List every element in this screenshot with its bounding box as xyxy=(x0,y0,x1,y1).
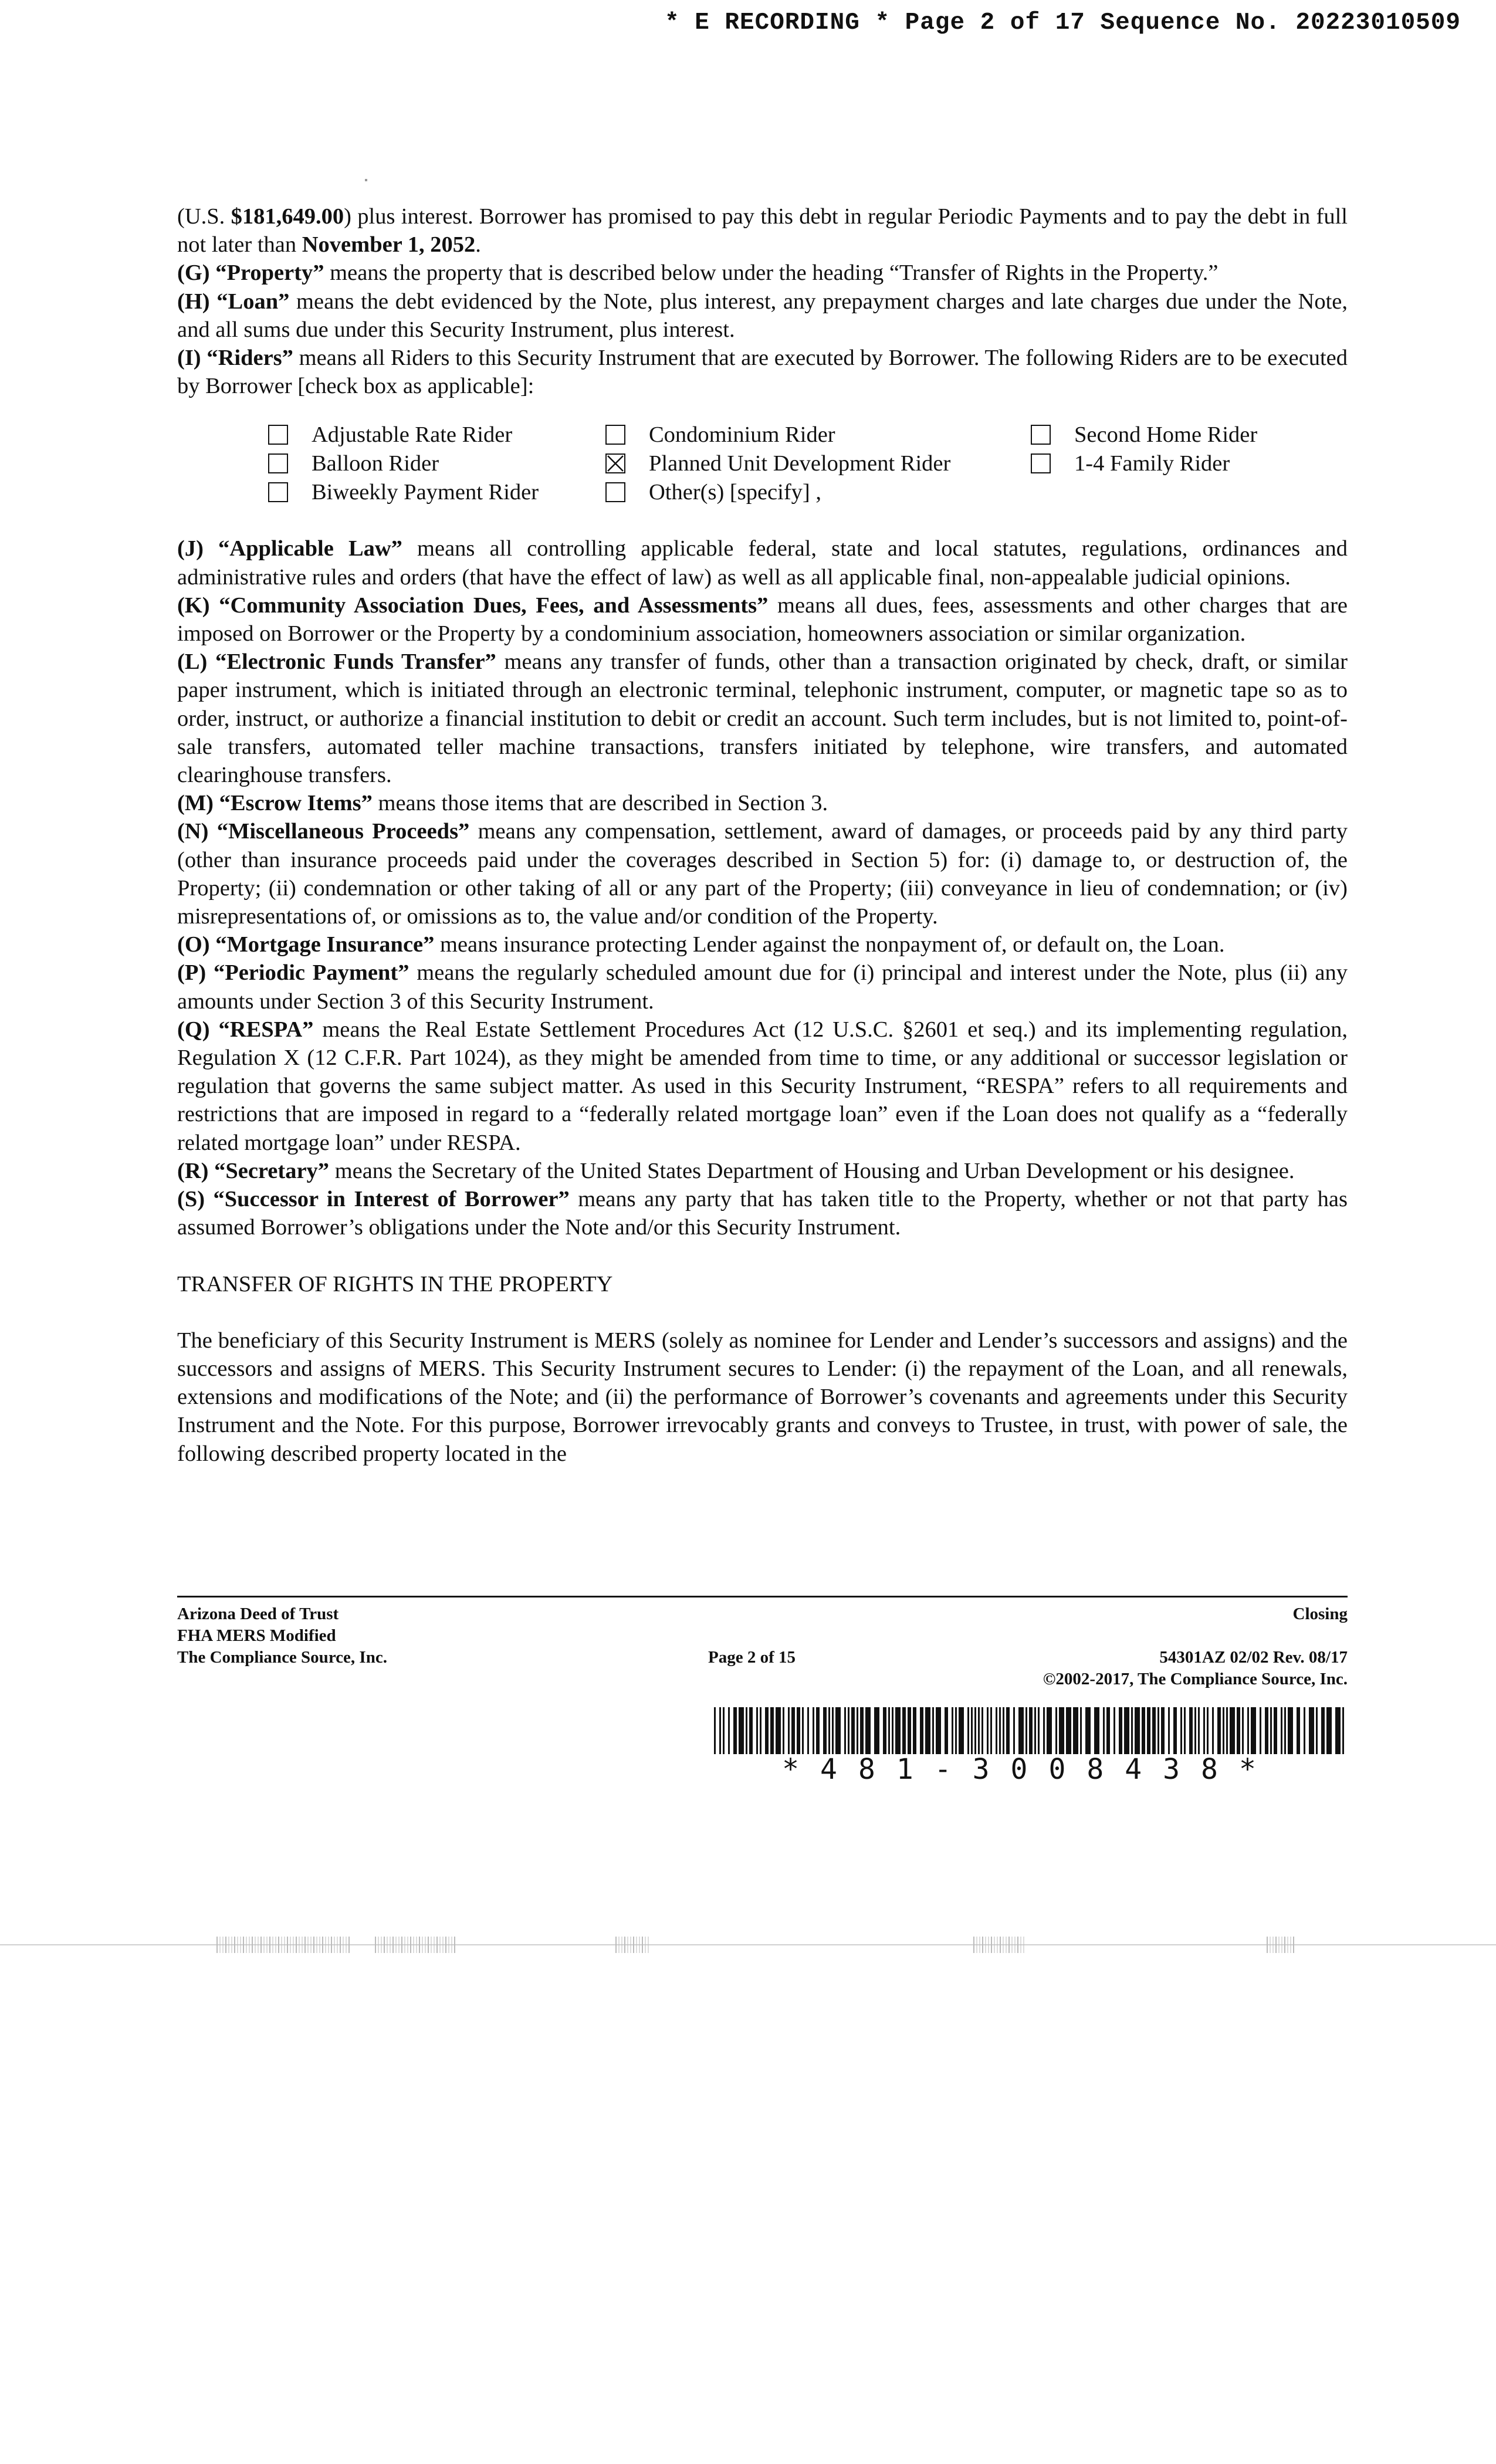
definition-text: means any transfer of funds, other than a transaction originated by check, draft, or similar paper instrument, which is initiated through an electronic terminal, telephonic instrument, computer, or magnetic tape so as to order, instruct, or authorize a financial institution to debit or credit an account. Such term includes, but is not limited to, point-of-sale transfers, automated teller machine transactions, transfers initiated by telephone, wire transfers, and automated clearinghouse transfers. xyxy=(177,649,1348,788)
definition-o-mortgage-insurance xyxy=(177,930,1348,959)
footer-form-variant: FHA MERS Modified xyxy=(177,1626,336,1645)
checkbox-icon[interactable] xyxy=(605,482,625,502)
checkbox-icon[interactable] xyxy=(268,453,288,473)
definition-j-applicable-law xyxy=(177,534,1348,591)
definition-text: means the debt evidenced by the Note, plus interest, any prepayment charges and late charges due under the Note, and all sums due under this Security Instrument, plus interest. xyxy=(177,289,1348,342)
definition-label: (S) “Successor in Interest of Borrower” xyxy=(177,1187,570,1212)
riders-checklist xyxy=(268,420,1348,506)
rider-label: Other(s) [specify] , xyxy=(649,479,821,505)
text-fragment: ) plus interest. Borrower has promised to pay this debt in regular Periodic Payments and to pay the debt in full not later than xyxy=(177,204,1348,258)
definition-r-secretary xyxy=(177,1157,1348,1185)
rider-balloon xyxy=(268,449,605,478)
scan-speck xyxy=(365,179,367,181)
definition-label: (Q) “RESPA” xyxy=(177,1017,314,1042)
definition-label: (L) “Electronic Funds Transfer” xyxy=(177,649,496,675)
rider-label: Second Home Rider xyxy=(1074,422,1258,447)
checkbox-icon[interactable] xyxy=(1031,425,1051,445)
definition-p-periodic-payment xyxy=(177,959,1348,1015)
rider-label: 1-4 Family Rider xyxy=(1074,451,1230,476)
rider-planned-unit-development xyxy=(605,449,1031,478)
rider-biweekly-payment xyxy=(268,478,605,506)
footer-page-number: Page 2 of 15 xyxy=(708,1648,796,1667)
definition-text: means any party that has taken title to the Property, whether or not that party has assumed Borrower’s obligations under the Note and/or this Security Instrument. xyxy=(177,1187,1348,1240)
definition-text: means the Secretary of the United States Department of Housing and Urban Development or his designee. xyxy=(329,1158,1295,1183)
checkbox-icon[interactable] xyxy=(605,425,625,445)
definition-text: means the property that is described below under the heading “Transfer of Rights in the Property.” xyxy=(324,260,1219,286)
maturity-date: November 1, 2052 xyxy=(302,232,476,258)
definition-text: means all Riders to this Security Instrument that are executed by Borrower. The following Riders are to be executed by Borrower [check box as applicable]: xyxy=(177,346,1348,399)
rider-label: Biweekly Payment Rider xyxy=(312,479,539,505)
rider-1-4-family xyxy=(1031,449,1336,478)
loan-amount: $181,649.00 xyxy=(231,204,344,229)
paragraph-debt-amount xyxy=(177,202,1348,259)
footer-copyright: ©2002-2017, The Compliance Source, Inc. xyxy=(1043,1670,1348,1688)
definition-k-community-association xyxy=(177,591,1348,648)
footer-closing-label: Closing xyxy=(1292,1605,1348,1623)
definition-text: means any compensation, settlement, award of damages, or proceeds paid by any third party (other than insurance proceeds paid under the coverages described in Section 5) for: (i) damage to, or destruction of, the Property; (ii) condemnation or other taking of all or any part of the Property; (iii) conveyance in lieu of condemnation; or (iv) misrepresentations of, or omissions as to, the value and/or condition of the Property. xyxy=(177,819,1348,929)
form-footer xyxy=(177,1596,1348,1688)
definition-g-property xyxy=(177,259,1348,287)
scan-artifact-line xyxy=(0,1933,1496,1957)
rider-adjustable-rate xyxy=(268,420,605,449)
definition-text: means all dues, fees, assessments and other charges that are imposed on Borrower or the Property by a condominium association, homeowners association or similar organization. xyxy=(177,593,1348,647)
barcode-text: *481-3008438* xyxy=(782,1753,1277,1786)
definition-i-riders xyxy=(177,344,1348,400)
rider-condominium xyxy=(605,420,1031,449)
definition-text: means the regularly scheduled amount due for (i) principal and interest under the Note, plus (ii) any amounts under Section 3 of this Security Instrument. xyxy=(177,960,1348,1014)
text-fragment: (U.S. xyxy=(177,204,231,229)
footer-form-info xyxy=(177,1603,387,1668)
recording-stamp: * E RECORDING * Page 2 of 17 Sequence No. 20223010509 xyxy=(664,9,1461,36)
document-body xyxy=(177,202,1348,1468)
definition-label: (N) “Miscellaneous Proceeds” xyxy=(177,819,470,844)
footer-form-codes xyxy=(1043,1603,1348,1690)
checkbox-icon[interactable] xyxy=(268,425,288,445)
definition-label: (J) “Applicable Law” xyxy=(177,536,402,561)
footer-form-title: Arizona Deed of Trust xyxy=(177,1605,339,1623)
footer-form-code: 54301AZ 02/02 Rev. 08/17 xyxy=(1159,1648,1348,1667)
definition-label: (R) “Secretary” xyxy=(177,1158,330,1183)
rider-label: Condominium Rider xyxy=(649,422,835,447)
definition-h-loan xyxy=(177,287,1348,344)
definition-label: (P) “Periodic Payment” xyxy=(177,960,409,986)
definition-q-respa xyxy=(177,1016,1348,1157)
definition-label: (I) “Riders” xyxy=(177,346,293,371)
definition-label: (O) “Mortgage Insurance” xyxy=(177,932,435,957)
definition-n-miscellaneous-proceeds xyxy=(177,817,1348,930)
definition-m-escrow-items xyxy=(177,789,1348,817)
rider-label: Planned Unit Development Rider xyxy=(649,451,951,476)
definition-l-electronic-funds-transfer xyxy=(177,648,1348,789)
definition-label: (H) “Loan” xyxy=(177,289,290,314)
transfer-of-rights-heading: TRANSFER OF RIGHTS IN THE PROPERTY xyxy=(177,1271,613,1297)
definition-label: (M) “Escrow Items” xyxy=(177,791,373,816)
text-fragment: . xyxy=(475,232,481,258)
checked-checkbox-icon[interactable] xyxy=(605,453,625,473)
definition-text: means all controlling applicable federal, state and local statutes, regulations, ordinances and administrative rules and orders (that have the effect of law) as well as all applicable final, non-appealable judicial opinions. xyxy=(177,536,1348,590)
rider-label: Adjustable Rate Rider xyxy=(312,422,513,447)
definition-text: means insurance protecting Lender against the nonpayment of, or default on, the Loan. xyxy=(434,932,1225,957)
definition-text: means those items that are described in Section 3. xyxy=(372,791,828,816)
rider-label: Balloon Rider xyxy=(312,451,439,476)
checkbox-icon[interactable] xyxy=(1031,453,1051,473)
barcode-bars xyxy=(713,1707,1346,1754)
checkbox-icon[interactable] xyxy=(268,482,288,502)
barcode xyxy=(713,1707,1346,1786)
footer-publisher: The Compliance Source, Inc. xyxy=(177,1648,387,1667)
definition-text: means the Real Estate Settlement Procedures Act (12 U.S.C. §2601 et seq.) and its implementing regulation, Regulation X (12 C.F.R. Part 1024), as they might be amended from time to time, or any additional or successor legislation or regulation that governs the same subject matter. As used in this Security Instrument, “RESPA” refers to all requirements and restrictions that are imposed in regard to a “federally related mortgage loan” even if the Loan does not qualify as a “federally related mortgage loan” under RESPA. xyxy=(177,1017,1348,1155)
definition-label: (K) “Community Association Dues, Fees, and Assessments” xyxy=(177,593,769,618)
transfer-of-rights-paragraph: The beneficiary of this Security Instrument is MERS (solely as nominee for Lender and Lender’s successors and assigns) and the successors and assigns of MERS. This Security Instrument secures to Lender: (i) the repayment of the Loan, and all renewals, extensions and modifications of the Note; and (ii) the performance of Borrower’s covenants and agreements under this Security Instrument and the Note. For this purpose, Borrower irrevocably grants and conveys to Trustee, in trust, with power of sale, the following described property located in the xyxy=(177,1328,1348,1466)
definition-s-successor-in-interest xyxy=(177,1185,1348,1241)
rider-second-home xyxy=(1031,420,1336,449)
rider-others xyxy=(605,478,1031,506)
definition-label: (G) “Property” xyxy=(177,260,324,286)
